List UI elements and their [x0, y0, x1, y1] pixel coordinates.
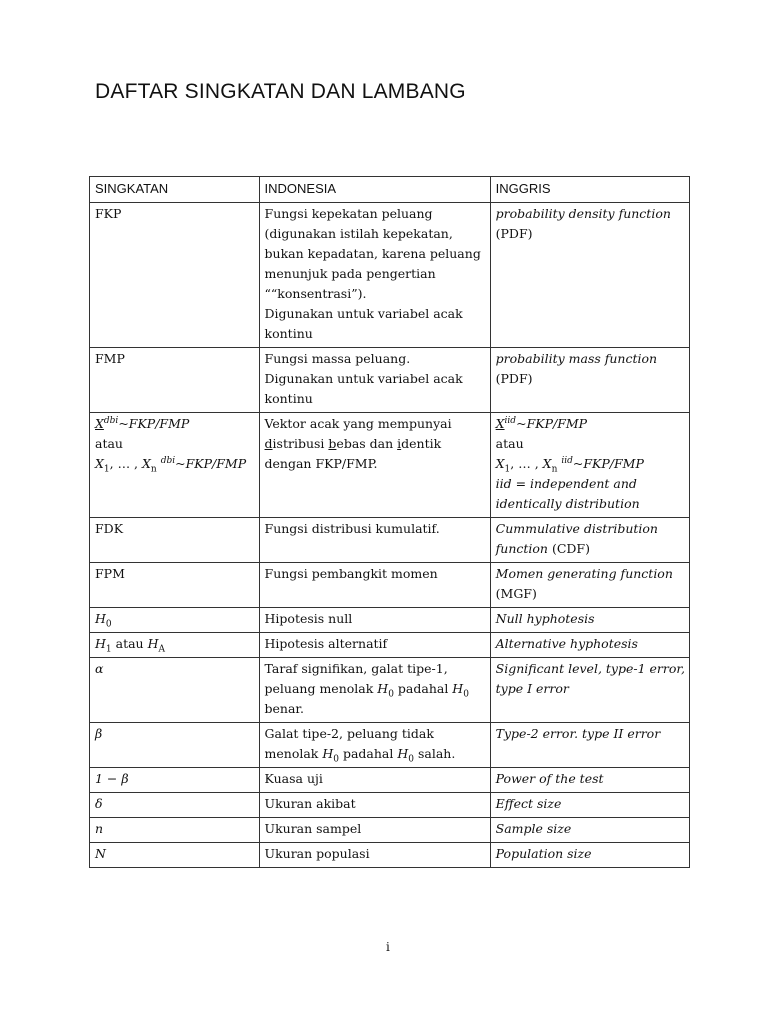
- english-cell: Population size: [490, 843, 689, 868]
- table-row-power: [90, 768, 690, 793]
- text-line: bukan kepadatan, karena peluang: [264, 246, 481, 261]
- table-row-h1: [90, 633, 690, 658]
- abbr-cell: $H_0$: [90, 608, 260, 633]
- table-row-fmp: [90, 348, 690, 413]
- english-term: Momen generating function: [495, 566, 673, 581]
- indonesia-cell: Hipotesis alternatif: [259, 633, 490, 658]
- indonesia-cell: Ukuran populasi: [259, 843, 490, 868]
- english-cell: [490, 348, 689, 413]
- abbr-cell: FMP: [90, 348, 260, 413]
- text-line: function (CDF): [495, 541, 590, 556]
- indonesia-cell: Kuasa uji: [259, 768, 490, 793]
- abbr-cell: δ: [90, 793, 260, 818]
- english-cell: Power of the test: [490, 768, 689, 793]
- page-title: DAFTAR SINGKATAN DAN LAMBANG: [95, 80, 466, 103]
- indonesia-cell: [259, 413, 490, 518]
- math-symbol: X: [95, 416, 104, 431]
- text-line: Significant level, type-1 error,: [495, 661, 685, 676]
- text-line: Fungsi massa peluang.: [264, 351, 411, 366]
- indonesia-cell: [259, 203, 490, 348]
- english-cell: Alternative hyphotesis: [490, 633, 689, 658]
- table-header-row: [90, 177, 690, 203]
- indonesia-cell: Fungsi distribusi kumulatif.: [259, 518, 490, 563]
- english-cell: Effect size: [490, 793, 689, 818]
- english-cell: [490, 413, 689, 518]
- text-line: atau: [95, 436, 123, 451]
- text-line: menolak $H_0$ padahal $H_0$ salah.: [264, 746, 456, 765]
- english-abbr: (MGF): [495, 586, 537, 601]
- indonesia-cell: Fungsi pembangkit momen: [259, 563, 490, 608]
- english-term: Cummulative distribution: [495, 521, 658, 536]
- text-line: benar.: [264, 701, 305, 716]
- indonesia-cell: [259, 723, 490, 768]
- text-line: peluang menolak $H_0$ padahal $H_0$: [264, 681, 469, 700]
- text-line: Galat tipe-2, peluang tidak: [264, 726, 434, 741]
- dbi-notation-expanded: $X_1$, … , $X_n$ $^{dbi}$~FKP/FMP: [95, 455, 247, 475]
- math-superscript: dbi: [103, 415, 119, 426]
- english-cell: Type-2 error. type II error: [490, 723, 689, 768]
- table-row-dbi: [90, 413, 690, 518]
- iid-notation-expanded: $X_1$, … , $X_n$ $^{iid}$~FKP/FMP: [495, 455, 644, 475]
- english-cell: [490, 518, 689, 563]
- table-row-beta: [90, 723, 690, 768]
- abbr-cell: α: [90, 658, 260, 723]
- text-line: Vektor acak yang mempunyai: [264, 416, 452, 431]
- text-line: distribusi bebas dan identik: [264, 436, 442, 451]
- indonesia-cell: Ukuran sampel: [259, 818, 490, 843]
- abbr-cell: FKP: [90, 203, 260, 348]
- text-line: Digunakan untuk variabel acak: [264, 371, 463, 386]
- english-term: probability density function: [495, 206, 671, 221]
- indonesia-cell: Ukuran akibat: [259, 793, 490, 818]
- abbr-cell: n: [90, 818, 260, 843]
- table-row-h0: [90, 608, 690, 633]
- dbi-notation: [95, 414, 255, 434]
- abbr-cell: [90, 413, 260, 518]
- text-line: kontinu: [264, 326, 313, 341]
- indonesia-cell: Hipotesis null: [259, 608, 490, 633]
- text-line: atau: [495, 436, 524, 451]
- english-cell: [490, 563, 689, 608]
- math-tilde: $^{dbi}$~: [103, 415, 129, 431]
- english-cell: Sample size: [490, 818, 689, 843]
- table-row-fdk: [90, 518, 690, 563]
- abbr-cell: FPM: [90, 563, 260, 608]
- english-cell: [490, 203, 689, 348]
- text-line: (digunakan istilah kepekatan,: [264, 226, 453, 241]
- table-row-N: [90, 843, 690, 868]
- abbr-cell: β: [90, 723, 260, 768]
- table-row-fpm: [90, 563, 690, 608]
- text-line: type I error: [495, 681, 569, 696]
- abbr-cell: FDK: [90, 518, 260, 563]
- table-row-n: [90, 818, 690, 843]
- english-cell: [490, 658, 689, 723]
- abbr-cell: 1 − β: [90, 768, 260, 793]
- english-abbr: (PDF): [495, 371, 533, 386]
- english-cell: Null hyphotesis: [490, 608, 689, 633]
- header-indonesia: INDONESIA: [259, 177, 490, 203]
- text-line: menunjuk pada pengertian: [264, 266, 436, 281]
- indonesia-cell: [259, 348, 490, 413]
- text-line: ““konsentrasi”).: [264, 286, 367, 301]
- table-row-fkp: [90, 203, 690, 348]
- text-line: Fungsi kepekatan peluang: [264, 206, 433, 221]
- abbr-cell: N: [90, 843, 260, 868]
- abbr-cell: $H_1$ atau $H_A$: [90, 633, 260, 658]
- text-line: kontinu: [264, 391, 313, 406]
- math-symbol: FKP/FMP: [128, 416, 190, 431]
- text-line: iid = independent and: [495, 476, 637, 491]
- table-row-alpha: [90, 658, 690, 723]
- table-row-delta: [90, 793, 690, 818]
- text-line: dengan FKP/FMP.: [264, 456, 378, 471]
- english-term: probability mass function: [495, 351, 658, 366]
- page-number: i: [386, 940, 390, 954]
- text-line: identically distribution: [495, 496, 640, 511]
- header-inggris: INGGRIS: [490, 177, 689, 203]
- text-line: Taraf signifikan, galat tipe-1,: [264, 661, 448, 676]
- iid-notation: $X^{iid}\sim FKP$/FMP: [495, 415, 588, 431]
- header-singkatan: SINGKATAN: [90, 177, 260, 203]
- english-abbr: (PDF): [495, 226, 533, 241]
- indonesia-cell: [259, 658, 490, 723]
- abbreviation-table: [89, 176, 690, 868]
- text-line: Digunakan untuk variabel acak: [264, 306, 463, 321]
